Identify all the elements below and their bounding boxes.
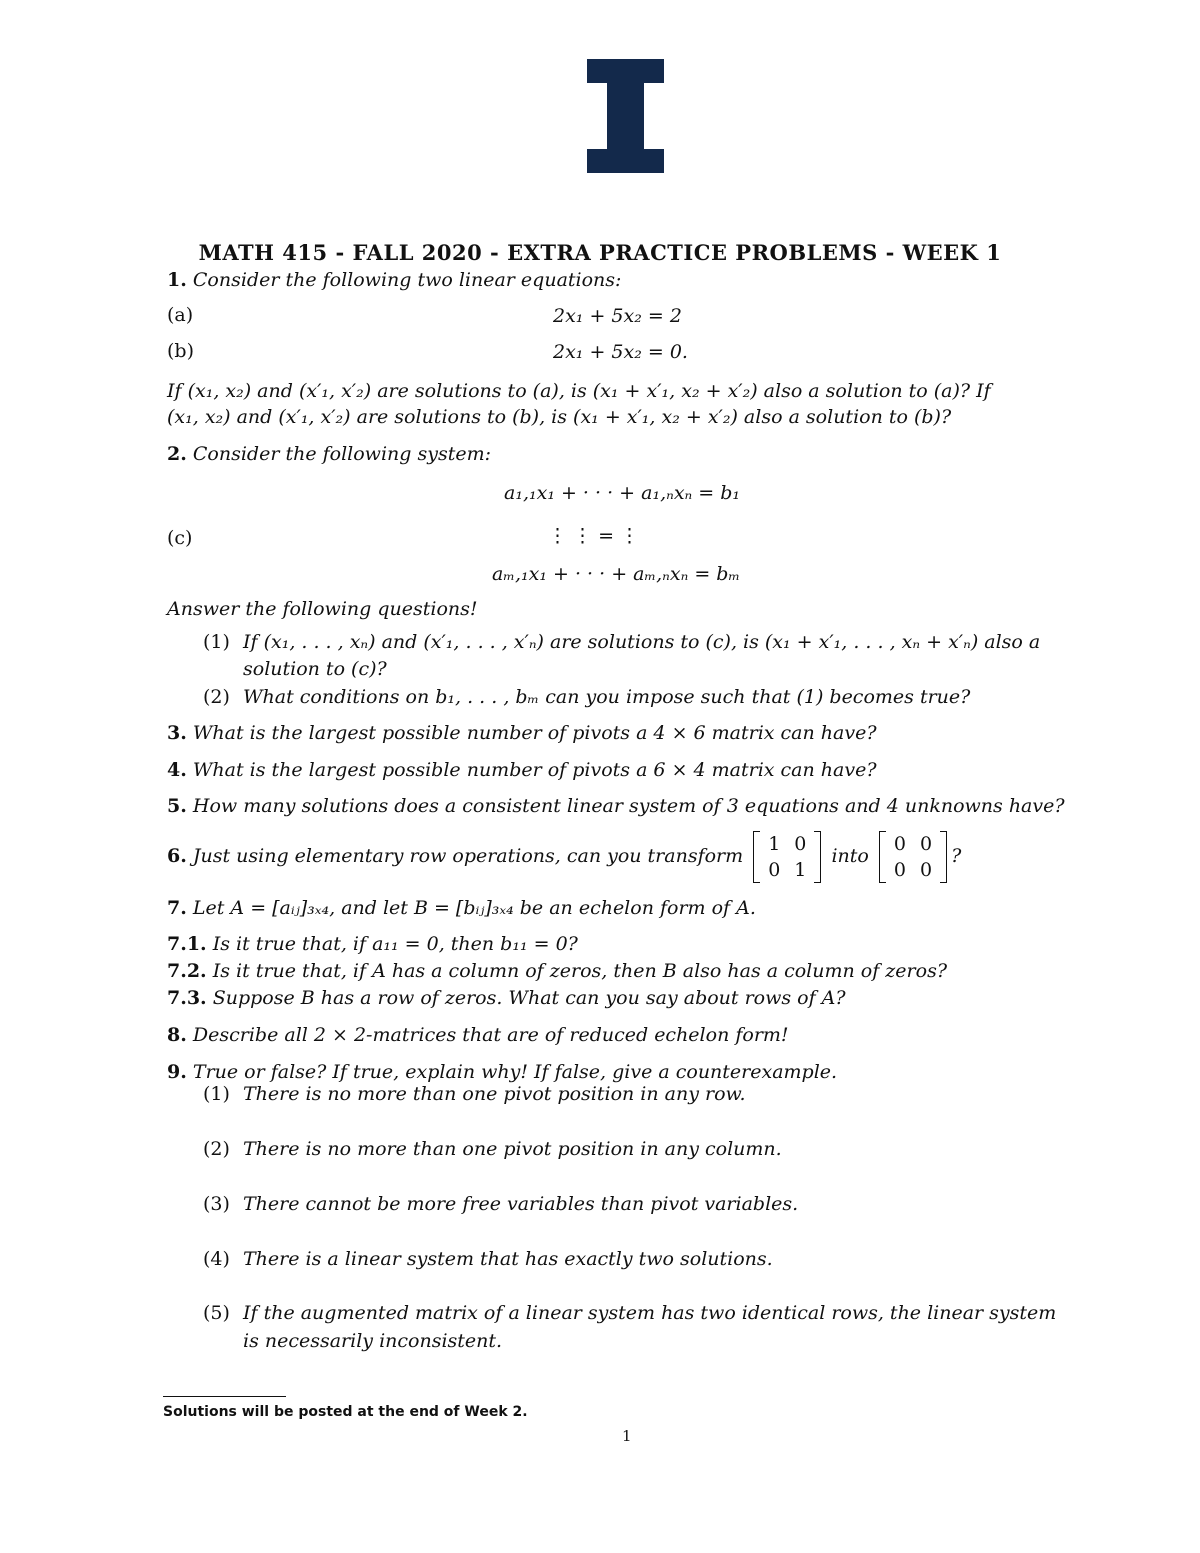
question-number: 8.	[167, 1024, 187, 1046]
question-6	[167, 827, 961, 885]
system-row-2: ⋮ ⋮ = ⋮	[548, 525, 640, 547]
question-number: 7.2.	[167, 960, 207, 982]
question-text: Suppose B has a row of zeros. What can you say about rows of A?	[212, 987, 846, 1009]
question-text-before: Just using elementary row operations, can you transform	[192, 845, 744, 867]
question-text: Describe all 2 × 2-matrices that are of reduced echelon form!	[192, 1024, 789, 1046]
question-number: 6.	[167, 845, 187, 867]
true-false-item-3-number: (3)	[203, 1193, 230, 1215]
answer-prompt: Answer the following questions!	[167, 598, 478, 620]
question-text: Consider the following two linear equations:	[192, 269, 622, 291]
system-row-1: a₁,₁x₁ + · · · + a₁,ₙxₙ = b₁	[504, 482, 741, 504]
equation-a: 2x₁ + 5x₂ = 2	[553, 305, 682, 327]
question-text: Is it true that, if A has a column of zeros, then B also has a column of zeros?	[212, 960, 948, 982]
question-number: 1.	[167, 269, 187, 291]
equation-b: 2x₁ + 5x₂ = 0.	[553, 341, 688, 363]
question-text: True or false? If true, explain why! If false, give a counterexample.	[192, 1061, 838, 1083]
equation-label-b: (b)	[167, 340, 194, 362]
true-false-item-5-text: If the augmented matrix of a linear system has two identical rows, the linear system	[243, 1302, 1057, 1324]
true-false-item-4-text: There is a linear system that has exactly two solutions.	[243, 1248, 773, 1270]
question-9	[167, 1060, 837, 1084]
question-text: Is it true that, if a₁₁ = 0, then b₁₁ = 0?	[212, 933, 578, 955]
system-label-c: (c)	[167, 527, 193, 549]
subquestion-2-number: (2)	[203, 686, 230, 708]
identity-matrix	[753, 831, 821, 883]
equation-label-a: (a)	[167, 304, 194, 326]
matrix-cell: 1	[768, 833, 781, 855]
matrix-cell: 1	[794, 859, 807, 881]
question-7-1	[167, 932, 578, 956]
true-false-item-1-number: (1)	[203, 1083, 230, 1105]
subquestion-2-text: What conditions on b₁, . . . , bₘ can you impose such that (1) becomes true?	[243, 686, 971, 708]
question-8	[167, 1023, 789, 1047]
question-4	[167, 758, 877, 782]
question-text: What is the largest possible number of pivots a 6 × 4 matrix can have?	[192, 759, 877, 781]
true-false-item-2-number: (2)	[203, 1138, 230, 1160]
subquestion-1-number: (1)	[203, 631, 230, 653]
matrix-cell: 0	[893, 859, 906, 881]
matrix-cell: 0	[794, 833, 807, 855]
zero-matrix	[879, 831, 947, 883]
question-text: How many solutions does a consistent linear system of 3 equations and 4 unknowns have?	[192, 795, 1065, 817]
question-number: 3.	[167, 722, 187, 744]
footnote: Solutions will be posted at the end of Week 2.	[163, 1404, 528, 1420]
true-false-item-1-text: There is no more than one pivot position in any row.	[243, 1083, 746, 1105]
footnote-rule	[163, 1396, 286, 1397]
question-1-followup-line-2: (x₁, x₂) and (x′₁, x′₂) are solutions to (b), is (x₁ + x′₁, x₂ + x′₂) also a solution to (b)?	[167, 406, 952, 428]
question-number: 9.	[167, 1061, 187, 1083]
true-false-item-4-number: (4)	[203, 1248, 230, 1270]
question-number: 4.	[167, 759, 187, 781]
question-5	[167, 794, 1065, 818]
matrix-cell: 0	[768, 859, 781, 881]
true-false-item-2-text: There is no more than one pivot position in any column.	[243, 1138, 782, 1160]
question-7-3	[167, 986, 846, 1010]
system-row-3: aₘ,₁x₁ + · · · + aₘ,ₙxₙ = bₘ	[492, 563, 741, 585]
question-7	[167, 896, 756, 920]
true-false-item-5-number: (5)	[203, 1302, 230, 1324]
block-i-logo	[587, 59, 664, 173]
question-2	[167, 442, 491, 466]
question-number: 7.1.	[167, 933, 207, 955]
matrix-cell: 0	[919, 859, 933, 881]
question-1-followup-line-1: If (x₁, x₂) and (x′₁, x′₂) are solutions to (a), is (x₁ + x′₁, x₂ + x′₂) also a solution to (a)? If	[167, 380, 991, 402]
question-number: 5.	[167, 795, 187, 817]
matrix-cell: 0	[893, 833, 906, 855]
subquestion-1-line-1: If (x₁, . . . , xₙ) and (x′₁, . . . , x′ₙ) are solutions to (c), is (x₁ + x′₁, . . . , xₙ + x′ₙ) also a	[243, 631, 1041, 653]
subquestion-1-line-2: solution to (c)?	[243, 658, 387, 680]
page-title: MATH 415 - FALL 2020 - EXTRA PRACTICE PROBLEMS - WEEK 1	[198, 240, 1002, 265]
question-7-2	[167, 959, 947, 983]
question-number: 7.	[167, 897, 187, 919]
question-number: 7.3.	[167, 987, 207, 1009]
question-text: Let A = [aᵢⱼ]₃ₓ₄, and let B = [bᵢⱼ]₃ₓ₄ be an echelon form of A.	[192, 897, 756, 919]
page-number: 1	[622, 1427, 632, 1445]
question-text-middle: into	[831, 845, 869, 867]
question-number: 2.	[167, 443, 187, 465]
question-text: Consider the following system:	[192, 443, 491, 465]
true-false-item-5-text-line-2: is necessarily inconsistent.	[243, 1330, 503, 1352]
question-3	[167, 721, 877, 745]
question-1	[167, 268, 621, 292]
question-text: What is the largest possible number of pivots a 4 × 6 matrix can have?	[192, 722, 877, 744]
question-text-after: ?	[951, 845, 962, 867]
true-false-item-3-text: There cannot be more free variables than pivot variables.	[243, 1193, 799, 1215]
matrix-cell: 0	[919, 833, 933, 855]
